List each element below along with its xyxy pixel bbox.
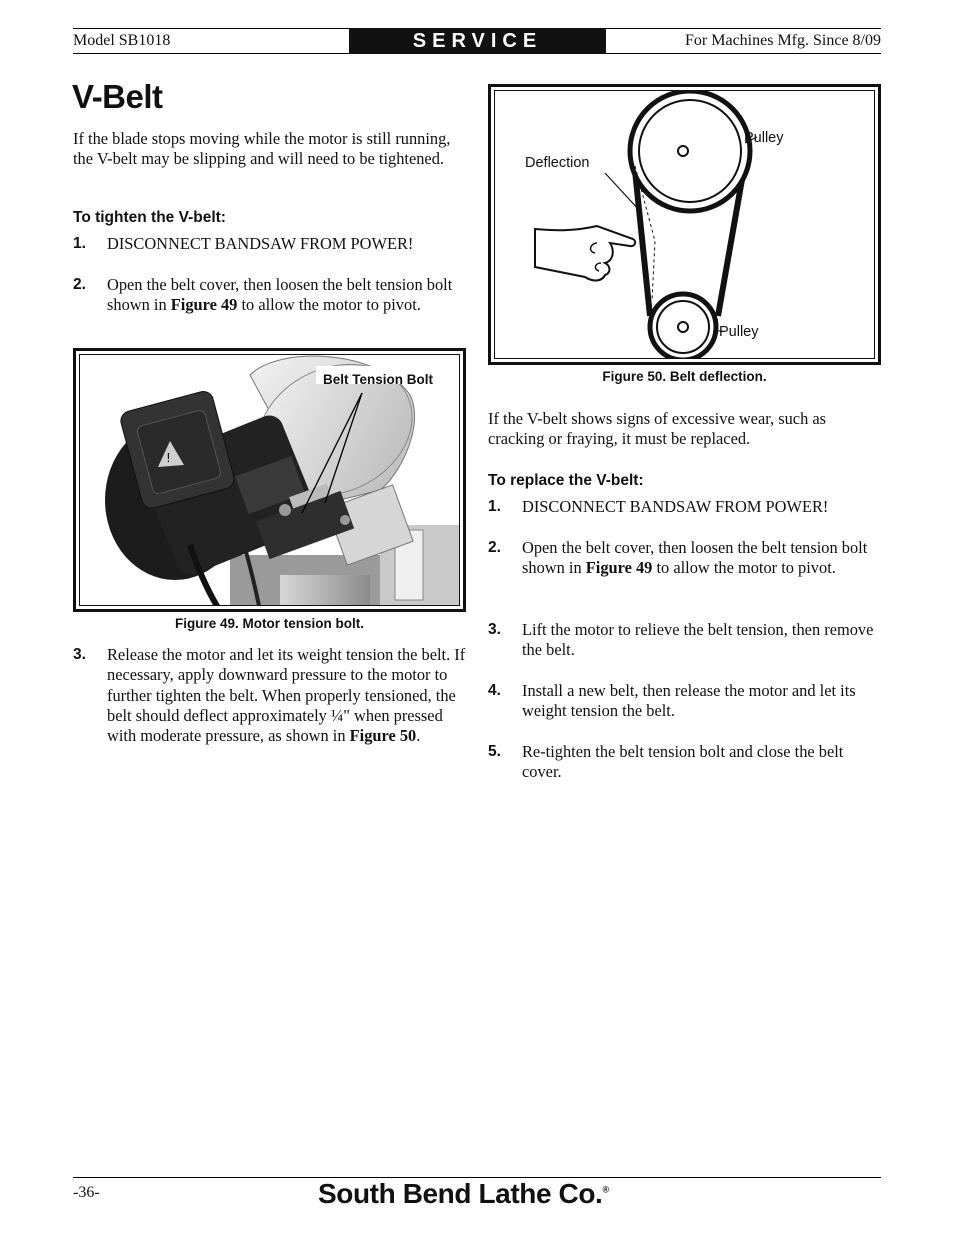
step-number: 3. (488, 621, 501, 638)
step-text (107, 275, 467, 316)
brand-name: South Bend Lathe Co. (318, 1178, 603, 1209)
bottom-pulley-label: Pulley (719, 324, 759, 340)
figure-reference: Figure 49 (585, 558, 653, 578)
step-number: 1. (488, 498, 501, 515)
step-number: 4. (488, 682, 501, 699)
replace-subheading: To replace the V-belt: (488, 472, 644, 489)
figure-reference: Figure 49 (170, 295, 238, 315)
motor-photo-illustration (80, 355, 460, 606)
step-text: Lift the motor to relieve the belt tension, then remove the belt. (522, 620, 874, 660)
step-number: 2. (488, 539, 501, 556)
brand-logo (318, 1178, 609, 1210)
step-text-part: . (416, 726, 421, 746)
figure-reference: Figure 50 (349, 726, 417, 746)
step-number: 5. (488, 743, 501, 760)
header-model (73, 28, 349, 54)
figure-50-caption: Figure 50. Belt deflection. (602, 369, 767, 384)
figure-49-photo (79, 354, 460, 606)
step-text (107, 645, 467, 746)
step-text-part: Release the motor and let its weight tension the belt. If necessary, apply downward pressure to the motor to further tighten the belt. When properly tensioned, the belt should deflect approximately ¼" when pressed with moderate pressure, as shown in (107, 645, 466, 746)
header-machines-date: For Machines Mfg. Since 8/09 (606, 28, 881, 54)
registered-mark: ® (602, 1184, 609, 1195)
step-text: DISCONNECT BANDSAW FROM POWER! (107, 234, 414, 253)
model-label: Model SB1018 (73, 32, 171, 49)
figure-49-frame (73, 348, 466, 612)
step-text: Re-tighten the belt tension bolt and close the belt cover. (522, 742, 844, 782)
page-number: -36- (73, 1184, 100, 1201)
step-text-part: Open the belt cover, then loosen the belt tension bolt shown in (107, 275, 453, 315)
step-number: 2. (73, 276, 86, 293)
step-text: Install a new belt, then release the motor and let its weight tension the belt. (522, 681, 856, 721)
step-text-part: Open the belt cover, then loosen the belt tension bolt shown in (522, 538, 868, 578)
step-text-part: to allow the motor to pivot. (652, 558, 836, 578)
tighten-subheading: To tighten the V-belt: (73, 209, 226, 226)
intro-paragraph: If the blade stops moving while the motor is still running, the V-belt may be slipping and will need to be tightened. (73, 129, 451, 169)
belt-tension-bolt-callout: Belt Tension Bolt (323, 372, 433, 387)
page-title: V-Belt (72, 78, 163, 115)
step-text (522, 538, 882, 579)
belt-deflection-diagram (495, 91, 875, 359)
step-number: 3. (73, 646, 86, 663)
header-section-banner: SERVICE (349, 28, 606, 54)
top-pulley-label: Pulley (744, 130, 784, 146)
replace-intro-paragraph: If the V-belt shows signs of excessive wear, such as cracking or fraying, it must be replaced. (488, 409, 827, 449)
figure-50-frame (488, 84, 881, 365)
figure-49-caption: Figure 49. Motor tension bolt. (175, 616, 364, 631)
svg-text:!: ! (166, 451, 171, 465)
step-text-part: to allow the motor to pivot. (237, 295, 421, 315)
step-text: DISCONNECT BANDSAW FROM POWER! (522, 497, 829, 516)
deflection-label: Deflection (525, 155, 590, 171)
figure-50-diagram (494, 90, 875, 359)
step-number: 1. (73, 235, 86, 252)
